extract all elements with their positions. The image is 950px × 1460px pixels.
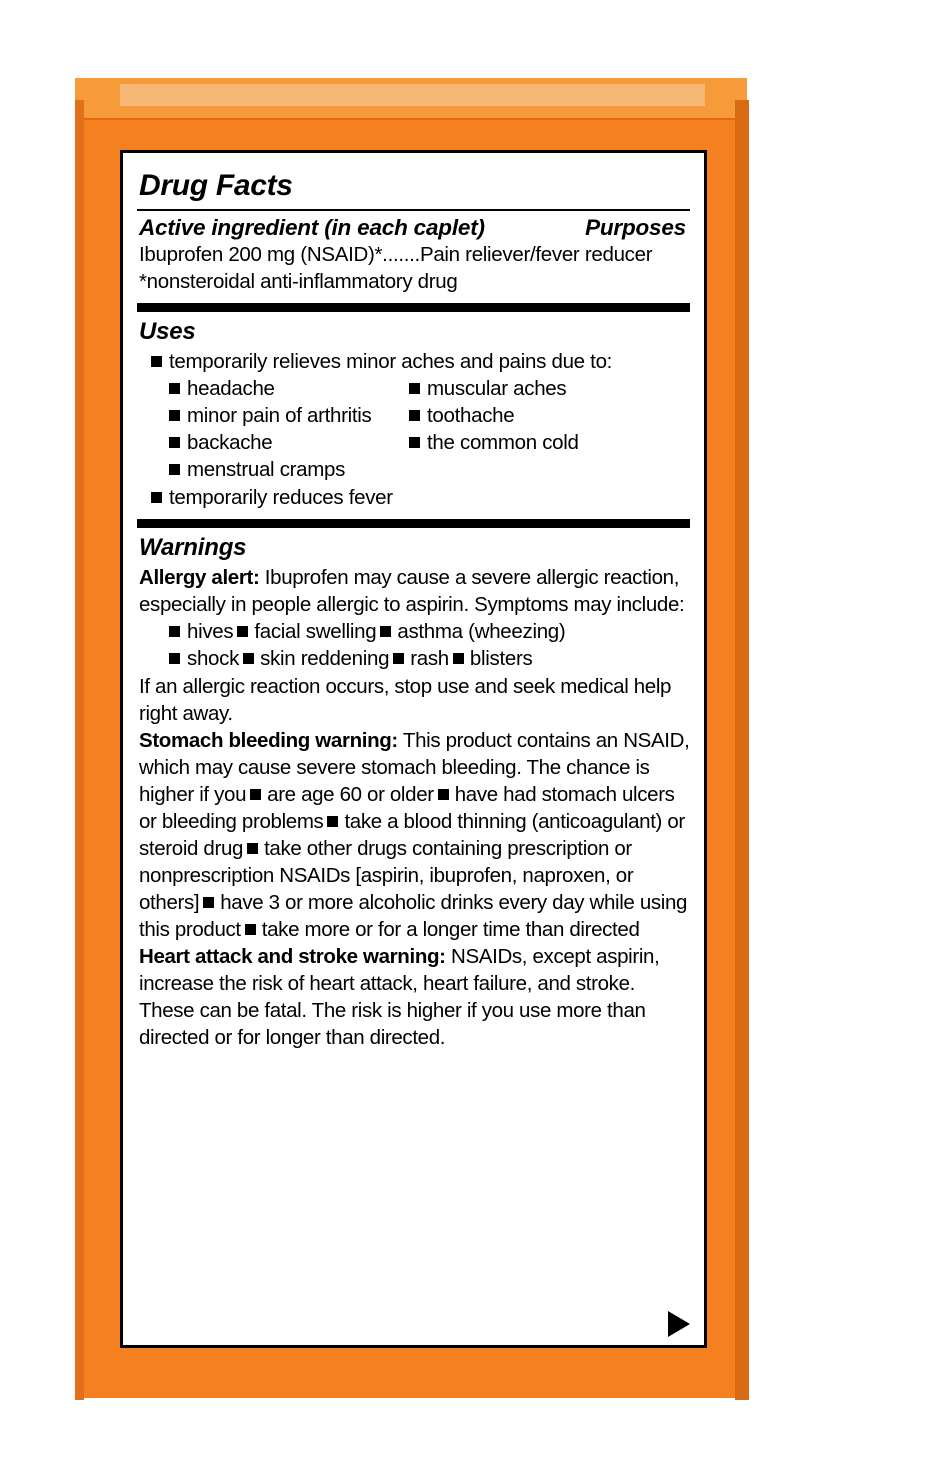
allergy-after-text: If an allergic reaction occurs, stop use and seek medical help right away. <box>139 674 672 725</box>
symptom-label: blisters <box>469 647 533 671</box>
symptom-label: skin reddening <box>260 647 390 671</box>
uses-item-label: the common cold <box>427 431 579 455</box>
uses-item <box>169 375 409 402</box>
bullet-square-icon <box>409 437 420 448</box>
continue-arrow-icon <box>668 1311 690 1337</box>
uses-divider <box>137 303 690 312</box>
symptom-label: asthma (wheezing) <box>397 619 566 643</box>
stomach-bleeding-paragraph <box>139 727 690 943</box>
uses-item-label: headache <box>187 377 275 401</box>
stomach-bleeding-label: Stomach bleeding warning: <box>139 728 398 752</box>
stomach-risk-label: are age 60 or older <box>267 782 434 806</box>
allergy-alert-label: Allergy alert: <box>139 565 260 589</box>
uses-final-label: temporarily reduces fever <box>169 485 393 509</box>
bullet-square-icon <box>393 653 404 664</box>
bullet-square-icon <box>327 816 338 827</box>
heart-attack-text: NSAIDs, except aspirin, increase the risk of heart attack, heart failure, and stroke. These can be fatal. The risk is higher if you use more than directed or for longer than directed. <box>139 945 660 1050</box>
uses-heading: Uses <box>139 318 196 346</box>
bullet-square-icon <box>203 897 214 908</box>
bullet-square-icon <box>169 437 180 448</box>
stomach-risk-label: take other drugs containing prescription or nonprescription NSAIDs [aspirin, ibuprofen, naproxen, or others] <box>139 836 634 914</box>
bullet-square-icon <box>380 626 391 637</box>
uses-lead <box>151 348 690 375</box>
bullet-square-icon <box>453 653 464 664</box>
bullet-square-icon <box>250 789 261 800</box>
purposes-heading: Purposes <box>585 215 686 240</box>
uses-item <box>409 402 690 429</box>
uses-row-2 <box>169 402 690 429</box>
active-ingredient-line: Ibuprofen 200 mg (NSAID)*.......Pain reliever/fever reducer <box>139 243 653 266</box>
uses-item-label: minor pain of arthritis <box>187 404 372 428</box>
allergy-symptoms-row-2 <box>169 645 690 672</box>
warnings-heading: Warnings <box>139 533 247 561</box>
package-top-strip <box>120 84 705 106</box>
symptom-label: hives <box>187 619 234 643</box>
uses-lead-label: temporarily relieves minor aches and pains due to: <box>169 350 613 374</box>
allergy-alert-text: Ibuprofen may cause a severe allergic reaction, especially in people allergic to aspirin. Symptoms may include: <box>139 565 685 616</box>
uses-item <box>169 402 409 429</box>
package-left-edge <box>75 100 84 1400</box>
stomach-bleeding-text: This product contains an NSAID, which may cause severe stomach bleeding. The chance is higher if you <box>139 728 690 806</box>
uses-item <box>169 456 409 483</box>
warnings-divider <box>137 519 690 528</box>
allergy-alert-paragraph <box>139 564 690 618</box>
heart-attack-label: Heart attack and stroke warning: <box>139 945 446 969</box>
uses-row-4-spacer <box>409 456 690 483</box>
uses-item <box>409 375 690 402</box>
uses-final <box>151 484 690 511</box>
bullet-square-icon <box>247 843 258 854</box>
bullet-square-icon <box>438 789 449 800</box>
stomach-risk-label: have had stomach ulcers or bleeding problems <box>139 782 675 833</box>
title-divider <box>137 209 690 211</box>
bullet-square-icon <box>169 464 180 475</box>
allergy-symptoms-row-1 <box>169 618 690 645</box>
active-ingredient-header <box>139 215 690 241</box>
bullet-square-icon <box>243 653 254 664</box>
symptom-label: rash <box>410 647 449 671</box>
bullet-square-icon <box>169 410 180 421</box>
bullet-square-icon <box>245 924 256 935</box>
bullet-square-icon <box>237 626 248 637</box>
bullet-square-icon <box>409 383 420 394</box>
package-right-edge <box>735 100 749 1400</box>
active-ingredient-heading: Active ingredient (in each caplet) <box>139 215 485 240</box>
bullet-square-icon <box>169 653 180 664</box>
uses-item <box>169 429 409 456</box>
bullet-square-icon <box>169 626 180 637</box>
symptom-label: shock <box>187 647 240 671</box>
bullet-square-icon <box>409 410 420 421</box>
stomach-risk-label: take a blood thinning (anticoagulant) or steroid drug <box>139 809 685 860</box>
uses-row-4 <box>169 456 690 483</box>
uses-item-label: menstrual cramps <box>187 458 346 482</box>
bullet-square-icon <box>151 356 162 367</box>
stomach-risk-label: have 3 or more alcoholic drinks every day while using this product <box>139 890 688 942</box>
drug-facts-title: Drug Facts <box>139 169 293 202</box>
heart-attack-paragraph <box>139 943 690 1051</box>
bullet-square-icon <box>151 492 162 503</box>
stomach-risk-label: take more or for a longer time than directed <box>261 918 640 942</box>
uses-row-1 <box>169 375 690 402</box>
active-ingredient-footnote: *nonsteroidal anti-inflammatory drug <box>139 269 458 293</box>
symptom-label: facial swelling <box>254 619 377 643</box>
uses-item <box>409 429 690 456</box>
uses-item-label: muscular aches <box>427 377 567 401</box>
uses-item-label: toothache <box>427 404 515 428</box>
drug-facts-panel <box>120 150 707 1348</box>
uses-item-label: backache <box>187 431 273 455</box>
uses-row-3 <box>169 429 690 456</box>
bullet-square-icon <box>169 383 180 394</box>
